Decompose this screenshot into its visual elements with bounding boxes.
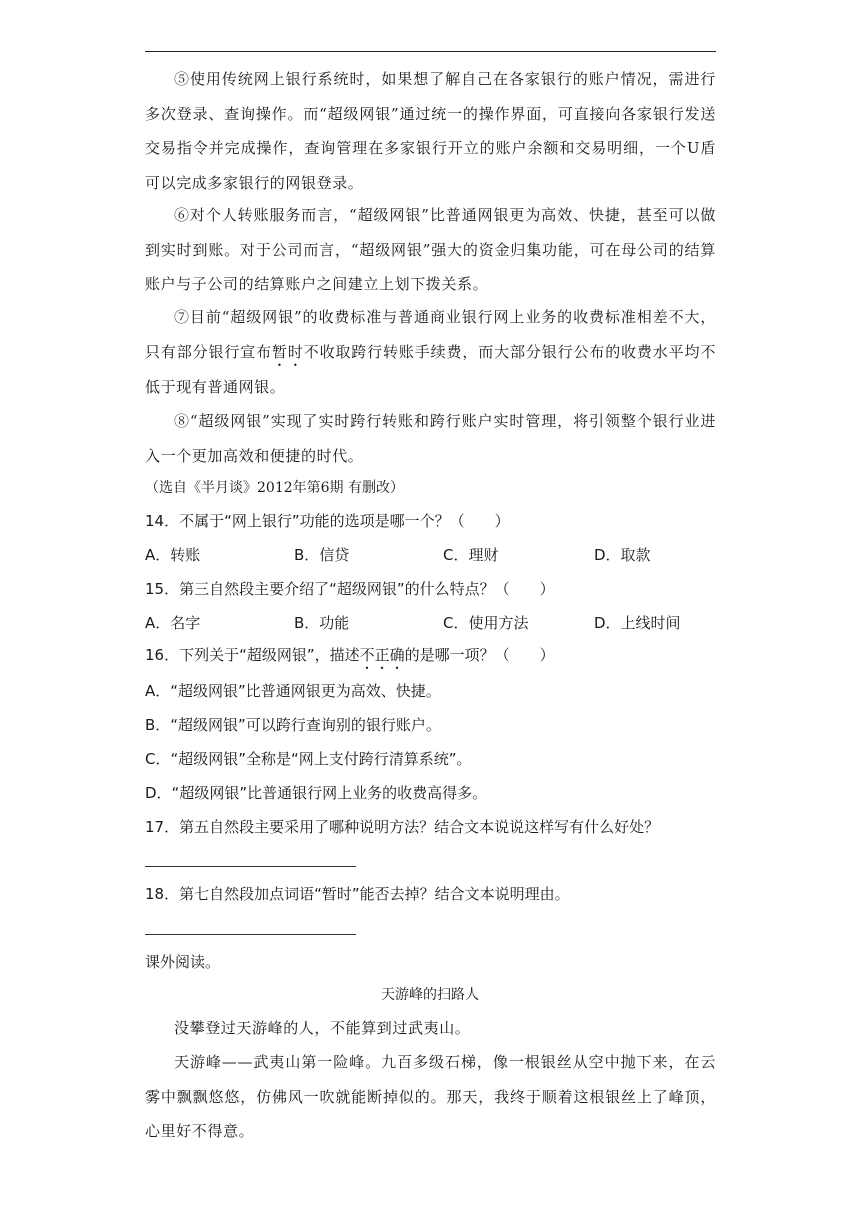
question-15: 15．第三自然段主要介绍了“超级网银”的什么特点？（ ） bbox=[145, 580, 555, 598]
answer-line-17 bbox=[145, 866, 356, 867]
q16-option-a: A．“超级网银”比普通网银更为高效、快捷。 bbox=[145, 682, 441, 700]
question-17: 17．第五自然段主要采用了哪种说明方法？结合文本说说这样写有什么好处？ bbox=[145, 818, 660, 836]
paragraph-5: ⑤使用传统网上银行系统时，如果想了解自己在各家银行的账户情况，需进行多次登录、查询操作。而“超级网银”通过统一的操作界面，可直接向各家银行发送交易指令并完成操作，查询管理在多家银行开立的账户余额和交易明细，一个U盾可以完成多家银行的网银登录。 bbox=[145, 70, 716, 192]
q15-option-c: C．使用方法 bbox=[443, 614, 529, 632]
question-14: 14．不属于“网上银行”功能的选项是哪一个？（ ） bbox=[145, 512, 510, 530]
emphasized-word-zanshi: 暂时 bbox=[271, 342, 304, 361]
story-title: 天游峰的扫路人 bbox=[381, 987, 479, 1003]
q16-stem-b: 的是哪一项？（ ） bbox=[404, 646, 555, 664]
paragraph-7 bbox=[145, 300, 716, 404]
paragraph-7-text-a: ⑦目前“超级网银”的收费标准与普通商业银行网上业务的收费标准相差不大，只有部分银行宣布 bbox=[145, 308, 716, 361]
emphasized-word-buzhengque: 不正确 bbox=[359, 646, 405, 664]
q16-option-b: B．“超级网银”可以跨行查询别的银行账户。 bbox=[145, 716, 441, 734]
source-citation: （选自《半月谈》2012年第6期 有删改） bbox=[145, 480, 404, 496]
question-16 bbox=[145, 645, 555, 673]
question-18: 18．第七自然段加点词语“暂时”能否去掉？结合文本说明理由。 bbox=[145, 885, 570, 903]
story-paragraph-1: 没攀登过天游峰的人，不能算到过武夷山。 bbox=[174, 1019, 471, 1037]
q14-option-d: D．取款 bbox=[594, 546, 651, 564]
header-rule bbox=[145, 51, 716, 52]
q14-option-a: A．转账 bbox=[145, 546, 201, 564]
paragraph-7-text-b: 不收取跨行转账手续费，而大部分银行公布的收费水平均不低于现有普通网银。 bbox=[145, 342, 717, 396]
story-paragraph-2: 天游峰——武夷山第一险峰。九百多级石梯，像一根银丝从空中抛下来，在云雾中飘飘悠悠，仿佛风一吹就能断掉似的。那天，我终于顺着这根银丝上了峰顶，心里好不得意。 bbox=[145, 1053, 716, 1140]
extra-reading-label: 课外阅读。 bbox=[145, 953, 221, 971]
q14-option-c: C．理财 bbox=[443, 546, 499, 564]
paragraph-8: ⑧“超级网银”实现了实时跨行转账和跨行账户实时管理，将引领整个银行业进入一个更加高效和便捷的时代。 bbox=[145, 412, 716, 465]
q14-option-b: B．信贷 bbox=[294, 546, 350, 564]
q16-option-c: C．“超级网银”全称是“网上支付跨行清算系统”。 bbox=[145, 750, 472, 768]
q16-option-d: D．“超级网银”比普通银行网上业务的收费高得多。 bbox=[145, 784, 488, 802]
answer-line-18 bbox=[145, 934, 356, 935]
q16-stem-a: 16．下列关于“超级网银”，描述 bbox=[145, 646, 360, 664]
paragraph-6: ⑥对个人转账服务而言，“超级网银”比普通网银更为高效、快捷，甚至可以做到实时到账。对于公司而言，“超级网银”强大的资金归集功能，可在母公司的结算账户与子公司的结算账户之间建立上划下拨关系。 bbox=[145, 206, 716, 293]
q15-option-b: B．功能 bbox=[294, 614, 350, 632]
q15-option-a: A．名字 bbox=[145, 614, 201, 632]
q15-option-d: D．上线时间 bbox=[594, 614, 681, 632]
